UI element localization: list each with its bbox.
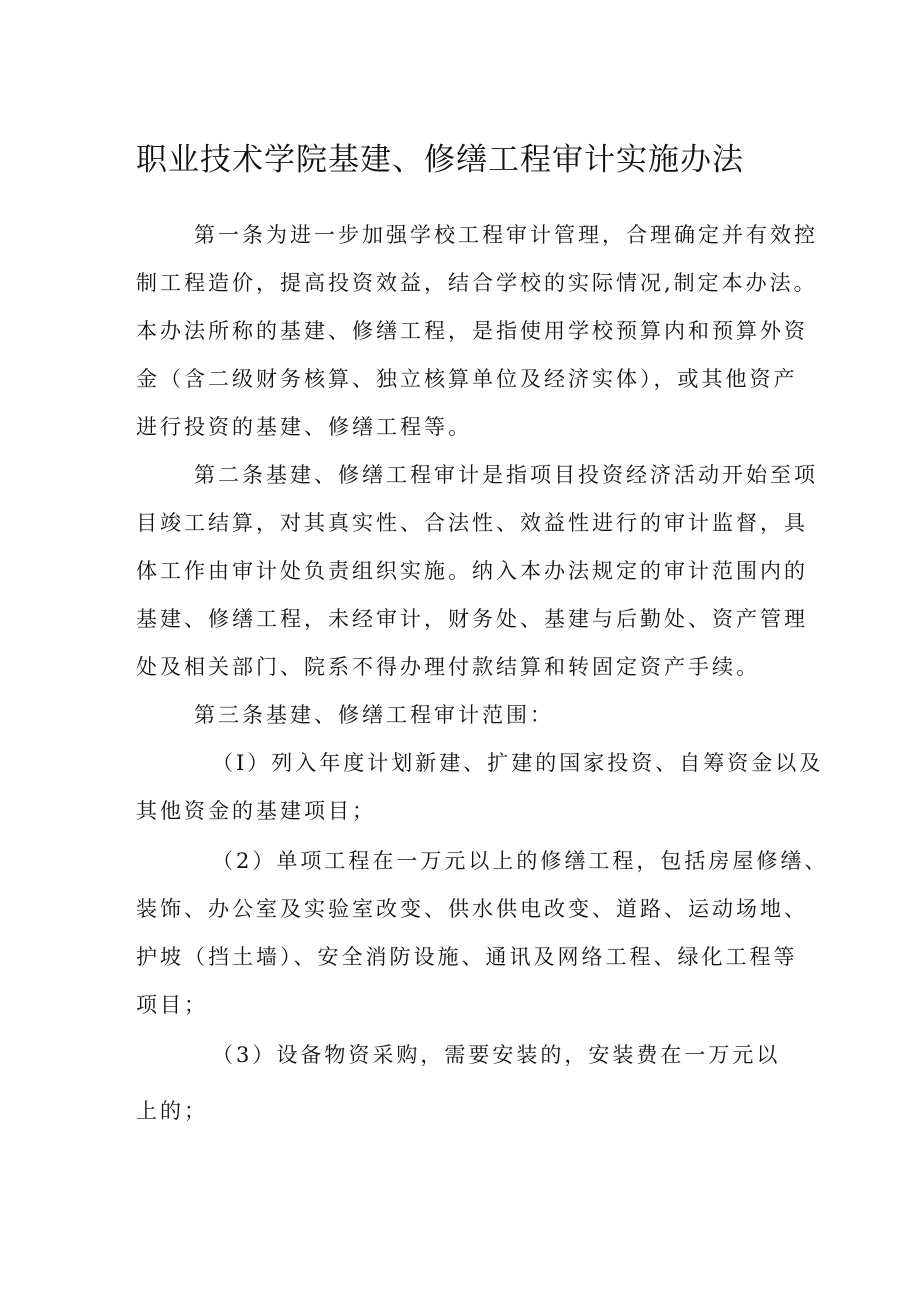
list-item-line: 项目； [136, 993, 208, 1017]
paragraph-line: 进行投资的基建、修缮工程等。 [136, 415, 472, 439]
paragraph-line: 第一条为进一步加强学校工程审计管理，合理确定并有效控 [194, 223, 818, 247]
list-item-line: 上的； [136, 1099, 208, 1123]
list-item-line: （I）列入年度计划新建、扩建的国家投资、自筹资金以及 [212, 751, 824, 775]
paragraph-line: 本办法所称的基建、修缮工程，是指使用学校预算内和预算外资 [136, 319, 808, 343]
list-item-line: （3）设备物资采购，需要安装的，安装费在一万元以 [212, 1043, 781, 1067]
paragraph-line: 第二条基建、修缮工程审计是指项目投资经济活动开始至项 [194, 463, 818, 487]
list-item-line: 其他资金的基建项目； [136, 799, 376, 823]
paragraph-line: 体工作由审计处负责组织实施。纳入本办法规定的审计范围内的 [136, 559, 808, 583]
paragraph-line: 目竣工结算，对其真实性、合法性、效益性进行的审计监督，具 [136, 511, 808, 535]
document-title: 职业技术学院基建、修缮工程审计实施办法 [136, 142, 744, 178]
list-item-line: 装饰、办公室及实验室改变、供水供电改变、道路、运动场地、 [136, 897, 808, 921]
paragraph-line: 制工程造价，提高投资效益，结合学校的实际情况,制定本办法。 [136, 271, 818, 295]
paragraph-line: 基建、修缮工程，未经审计，财务处、基建与后勤处、资产管理 [136, 607, 808, 631]
paragraph-line: 金（含二级财务核算、独立核算单位及经济实体），或其他资产 [136, 367, 798, 391]
paragraph-line: 第三条基建、修缮工程审计范围： [194, 703, 554, 727]
paragraph-line: 处及相关部门、院系不得办理付款结算和转固定资产手续。 [136, 655, 760, 679]
list-item-line: （2）单项工程在一万元以上的修缮工程，包括房屋修缮、 [212, 849, 829, 873]
list-item-line: 护坡（挡土墙）、安全消防设施、通讯及网络工程、绿化工程等 [136, 945, 798, 969]
